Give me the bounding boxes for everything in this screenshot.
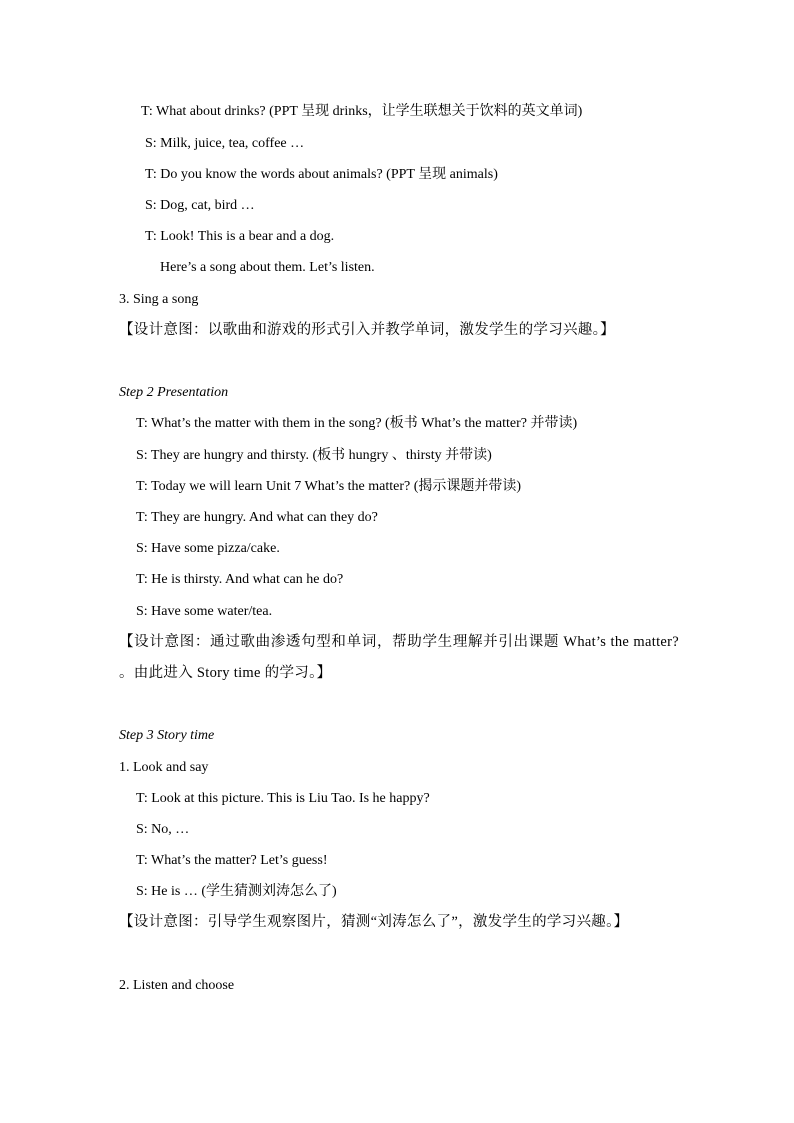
dialogue-line: T: He is thirsty. And what can he do? [136,572,344,587]
dialogue-line: T: Do you know the words about animals? (PPT 呈现 animals) [145,167,498,182]
step-heading: Step 3 Story time [119,728,215,743]
design-intent: 【设计意图：引导学生观察图片，猜测“刘涛怎么了”，激发学生的学习兴趣。】 [119,914,629,930]
dialogue-line: T: Look! This is a bear and a dog. [145,229,335,244]
dialogue-line: Here’s a song about them. Let’s listen. [160,260,375,275]
dialogue-line: T: What about drinks? (PPT 呈现 drinks，让学生联想关于饮料的英文单词) [141,104,583,119]
dialogue-line: T: They are hungry. And what can they do? [136,510,378,525]
dialogue-line: S: No, … [136,822,190,837]
dialogue-line: S: They are hungry and thirsty. (板书 hungry 、thirsty 并带读) [136,448,492,463]
dialogue-line: T: What’s the matter with them in the song? (板书 What’s the matter? 并带读) [136,416,578,431]
activity-item: 1. Look and say [119,760,209,775]
dialogue-line: S: Milk, juice, tea, coffee … [145,136,305,151]
step-heading: Step 2 Presentation [119,385,229,400]
design-intent: 【设计意图：通过歌曲渗透句型和单词，帮助学生理解并引出课题 What’s the matter? 。由此进入 Story time 的学习。】 [119,634,679,681]
dialogue-line: S: Have some water/tea. [136,604,273,619]
dialogue-line: S: Dog, cat, bird … [145,198,255,213]
dialogue-line: S: He is … (学生猜测刘涛怎么了) [136,884,337,899]
design-intent: 【设计意图：以歌曲和游戏的形式引入并教学单词，激发学生的学习兴趣。】 [119,322,615,338]
dialogue-line: S: Have some pizza/cake. [136,541,280,556]
activity-item: 3. Sing a song [119,292,199,307]
dialogue-line: T: Today we will learn Unit 7 What’s the matter? (揭示课题并带读) [136,479,522,494]
activity-item: 2. Listen and choose [119,978,235,993]
dialogue-line: T: Look at this picture. This is Liu Tao. Is he happy? [136,791,430,806]
dialogue-line: T: What’s the matter? Let’s guess! [136,853,328,868]
